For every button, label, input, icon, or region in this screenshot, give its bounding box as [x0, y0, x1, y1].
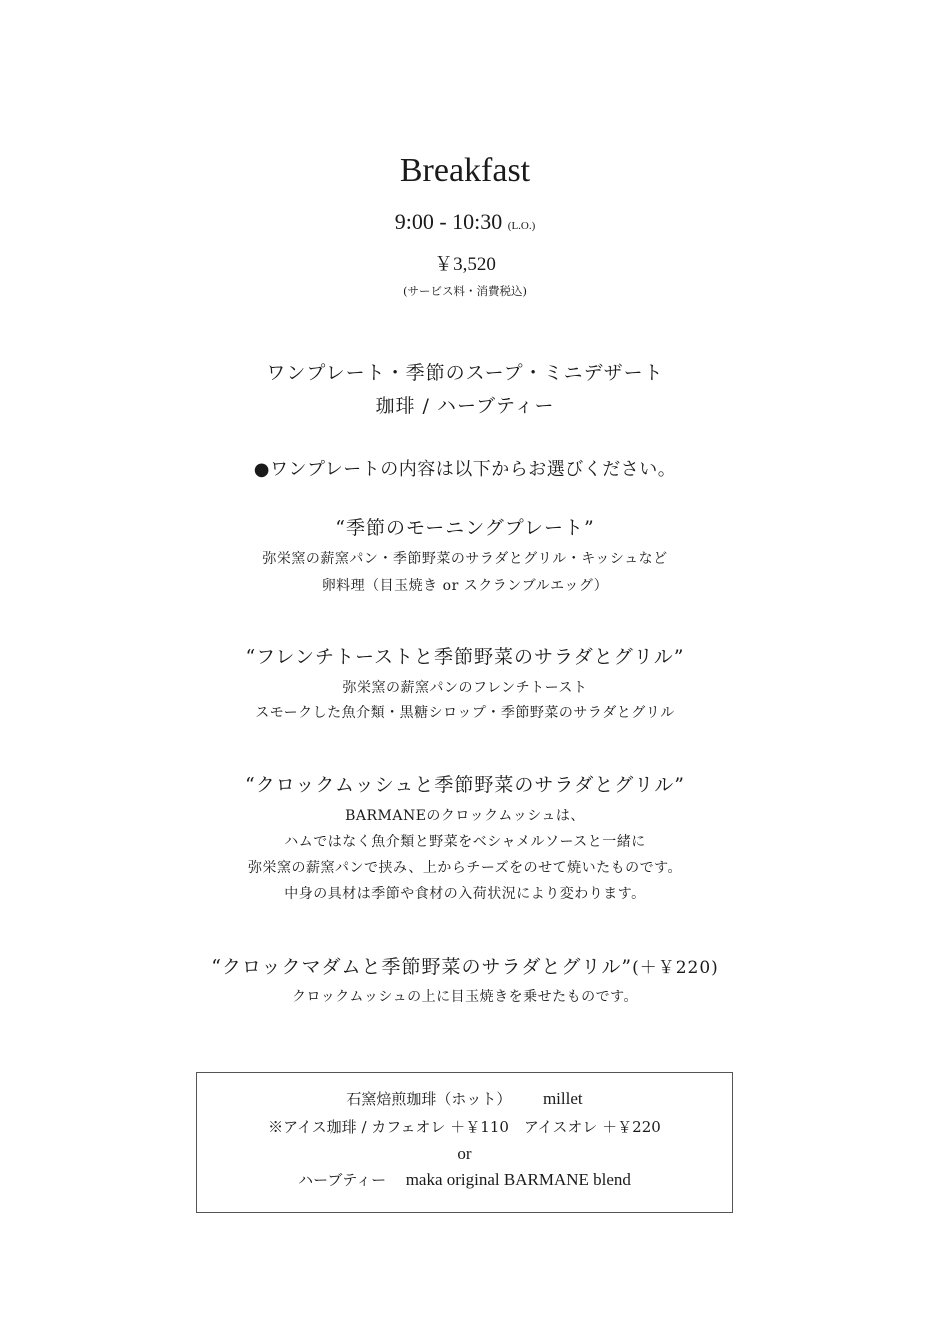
course-line-1: ワンプレート・季節のスープ・ミニデザート: [266, 362, 664, 384]
drinks-box: [196, 1072, 733, 1213]
hours-range: 9:00 - 10:30: [394, 209, 503, 234]
item-desc-line: 弥栄窯の薪窯パンで挟み、上からチーズをのせて焼いたものです。: [247, 860, 683, 876]
item-title-seasonal-plate: “季節のモーニングプレート”: [335, 517, 595, 539]
item-desc-line: BARMANEのクロックムッシュは、: [345, 808, 585, 824]
item-desc-line: 弥栄窯の薪窯パンのフレンチトースト: [342, 680, 588, 696]
price: ￥3,520: [434, 254, 496, 275]
choose-note: ●ワンプレートの内容は以下からお選びください。: [253, 459, 677, 480]
course-line-2: 珈琲 / ハーブティー: [375, 395, 555, 417]
item-desc-line: 弥栄窯の薪窯パン・季節野菜のサラダとグリル・キッシュなど: [262, 551, 668, 567]
extra-price: (＋￥220): [632, 958, 719, 978]
item-desc-line: クロックムッシュの上に目玉焼きを乗せたものです。: [292, 989, 638, 1005]
item-title-croque-madame: [0, 952, 930, 983]
coffee-brand: millet: [542, 1089, 583, 1108]
or-text: or: [457, 1144, 472, 1163]
service-hours: [0, 207, 930, 241]
item-title-french-toast: “フレンチトーストと季節野菜のサラダとグリル”: [245, 646, 685, 668]
coffee-line: [197, 1087, 732, 1111]
item-title-croque-monsieur: “クロックムッシュと季節野菜のサラダとグリル”: [245, 774, 685, 796]
last-order-note: (L.O.): [507, 220, 536, 232]
item-desc-line: ハムではなく魚介類と野菜をベシャメルソースと一緒に: [284, 834, 646, 850]
tea-brand: maka original BARMANE blend: [405, 1170, 631, 1189]
tea-label: ハーブティー: [298, 1171, 387, 1189]
menu-title: Breakfast: [399, 152, 531, 189]
coffee-label: 石窯焙煎珈琲（ホット）: [346, 1090, 512, 1108]
tea-line: [197, 1168, 732, 1192]
item-desc-line: 中身の具材は季節や食材の入荷状況により変わります。: [284, 886, 646, 902]
item-desc-line: 卵料理（目玉焼き or スクランブルエッグ）: [321, 578, 609, 594]
item-desc-line: スモークした魚介類・黒糖シロップ・季節野菜のサラダとグリル: [255, 705, 675, 721]
coffee-options: ※アイス珈琲 / カフェオレ ＋￥110 アイスオレ ＋￥220: [268, 1118, 661, 1136]
or-separator: [197, 1142, 732, 1166]
item-title-text: “クロックマダムと季節野菜のサラダとグリル”: [211, 956, 633, 978]
price-note: (サービス料・消費税込): [403, 284, 527, 298]
